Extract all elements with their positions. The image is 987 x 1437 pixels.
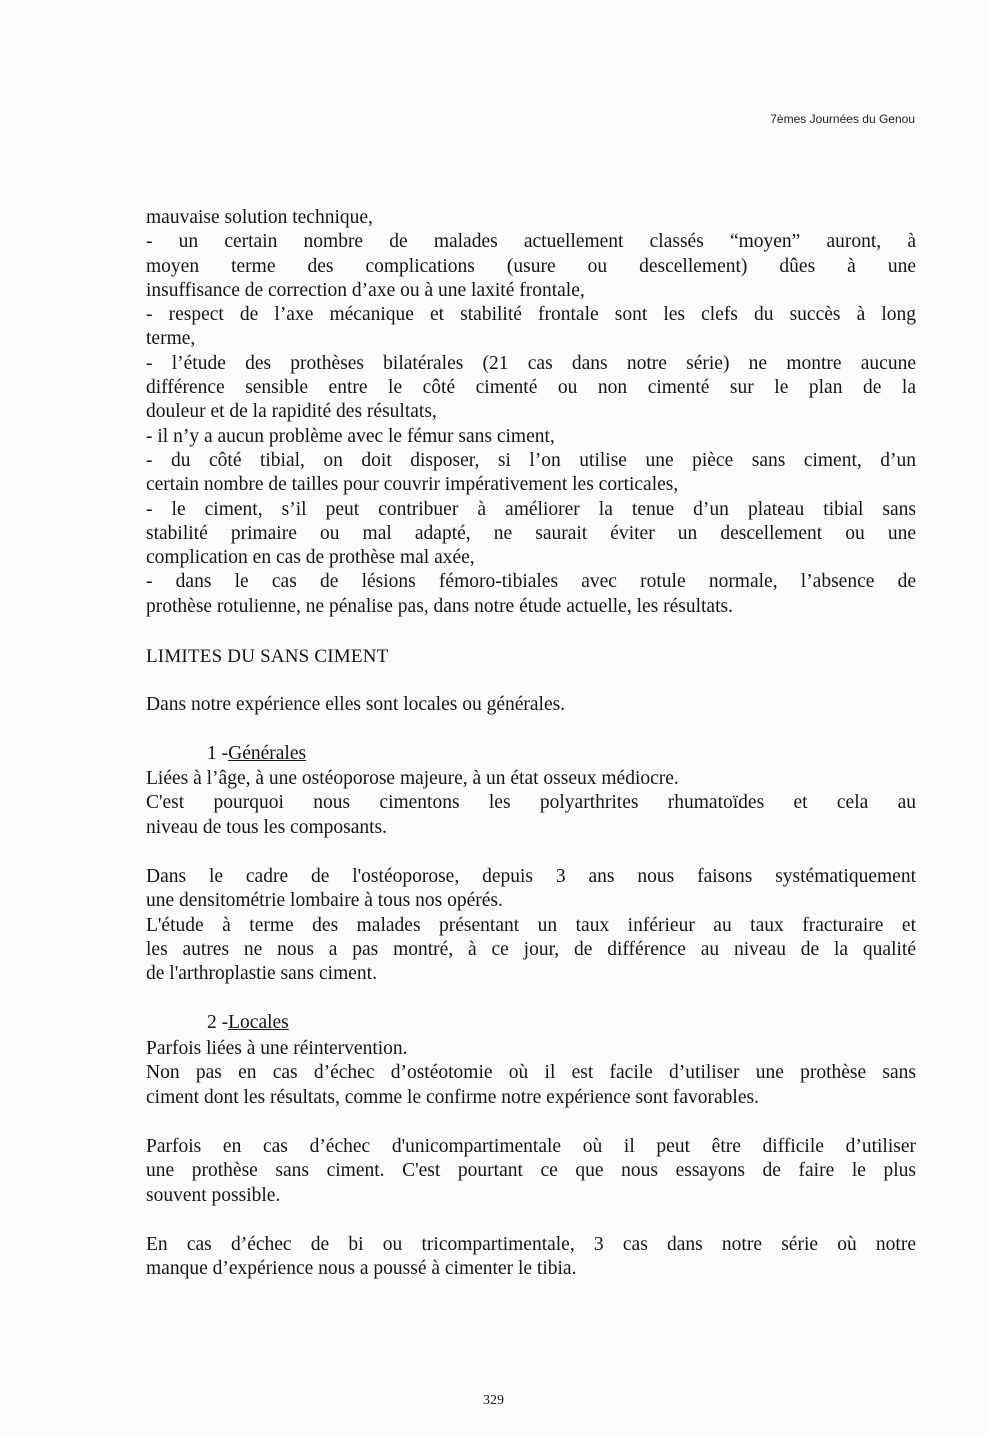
text-line: Non pas en cas d’échec d’ostéotomie où il est facile d’utiliser une prothèse sans — [146, 1062, 916, 1084]
locales-paragraph-2 — [146, 1135, 916, 1208]
text-line: mauvaise solution technique, — [146, 207, 373, 228]
text-line: - le ciment, s’il peut contribuer à améliorer la tenue d’un plateau tibial sans — [146, 498, 916, 520]
text-line: C'est pourquoi nous cimentons les polyarthrites rhumatoïdes et cela au — [146, 792, 916, 814]
text-line: - du côté tibial, on doit disposer, si l’on utilise une pièce sans ciment, d’un — [146, 449, 916, 471]
text-line: certain nombre de tailles pour couvrir impérativement les corticales, — [146, 474, 679, 496]
text-line: - un certain nombre de malades actuellement classés “moyen” auront, à — [146, 231, 916, 253]
text-line: insuffisance de correction d’axe ou à une laxité frontale, — [146, 279, 585, 301]
text-line: - dans le cas de lésions fémoro-tibiales avec rotule normale, l’absence de — [146, 571, 916, 593]
subsection-number: 2 - — [207, 1012, 229, 1033]
text-line: une prothèse sans ciment. C'est pourtant ce que nous essayons de faire le plus — [146, 1160, 916, 1182]
section-intro — [146, 693, 916, 717]
text-line: niveau de tous les composants. — [146, 816, 387, 838]
section-heading: LIMITES DU SANS CIMENT — [146, 646, 389, 667]
text-line: En cas d’échec de bi ou tricompartimentale, 3 cas dans notre série où notre — [146, 1234, 916, 1255]
text-line: stabilité primaire ou mal adapté, ne saurait éviter un descellement ou une — [146, 522, 916, 544]
text-line: - respect de l’axe mécanique et stabilité frontale sont les clefs du succès à long — [146, 304, 916, 326]
subsection-title: Générales — [228, 743, 307, 764]
conclusions-list — [146, 206, 916, 619]
text-line: Liées à l’âge, à une ostéoporose majeure, à un état osseux médiocre. — [146, 768, 679, 789]
text-line: ciment dont les résultats, comme le confirme notre expérience sont favorables. — [146, 1086, 759, 1108]
text-line: L'étude à terme des malades présentant un taux inférieur au taux fracturaire et — [146, 914, 916, 936]
generales-paragraph-1 — [146, 767, 916, 840]
text-line: terme, — [146, 328, 196, 350]
text-line: souvent possible. — [146, 1184, 281, 1206]
text-line: complication en cas de prothèse mal axée, — [146, 547, 475, 569]
subsection-heading-generales — [207, 743, 306, 765]
text-line: douleur et de la rapidité des résultats, — [146, 401, 437, 423]
text-line: Dans le cadre de l'ostéoporose, depuis 3 ans nous faisons systématiquement — [146, 866, 916, 887]
locales-paragraph-3 — [146, 1233, 916, 1282]
generales-paragraph-2 — [146, 865, 916, 986]
text-line: manque d’expérience nous a poussé à cimenter le tibia. — [146, 1258, 577, 1280]
text-line: Parfois en cas d’échec d'unicompartimentale où il peut être difficile d’utiliser — [146, 1136, 916, 1157]
subsection-heading-locales — [207, 1012, 289, 1034]
subsection-number: 1 - — [207, 743, 229, 764]
page-number: 329 — [483, 1393, 504, 1408]
text-line: - l’étude des prothèses bilatérales (21 cas dans notre série) ne montre aucune — [146, 352, 916, 374]
running-header: 7èmes Journées du Genou — [770, 112, 915, 126]
text-line: - il n’y a aucun problème avec le fémur sans ciment, — [146, 425, 555, 447]
text-line: Dans notre expérience elles sont locales ou générales. — [146, 694, 566, 715]
text-line: prothèse rotulienne, ne pénalise pas, dans notre étude actuelle, les résultats. — [146, 595, 733, 617]
text-line: différence sensible entre le côté cimenté ou non cimenté sur le plan de la — [146, 377, 916, 399]
text-line: les autres ne nous a pas montré, à ce jour, de différence au niveau de la qualité — [146, 938, 916, 960]
text-line: de l'arthroplastie sans ciment. — [146, 963, 377, 985]
text-line: Parfois liées à une réintervention. — [146, 1038, 408, 1059]
text-line: moyen terme des complications (usure ou descellement) dûes à une — [146, 255, 916, 277]
subsection-title: Locales — [228, 1012, 289, 1033]
locales-paragraph-1 — [146, 1037, 916, 1110]
text-line: une densitométrie lombaire à tous nos opérés. — [146, 890, 503, 912]
